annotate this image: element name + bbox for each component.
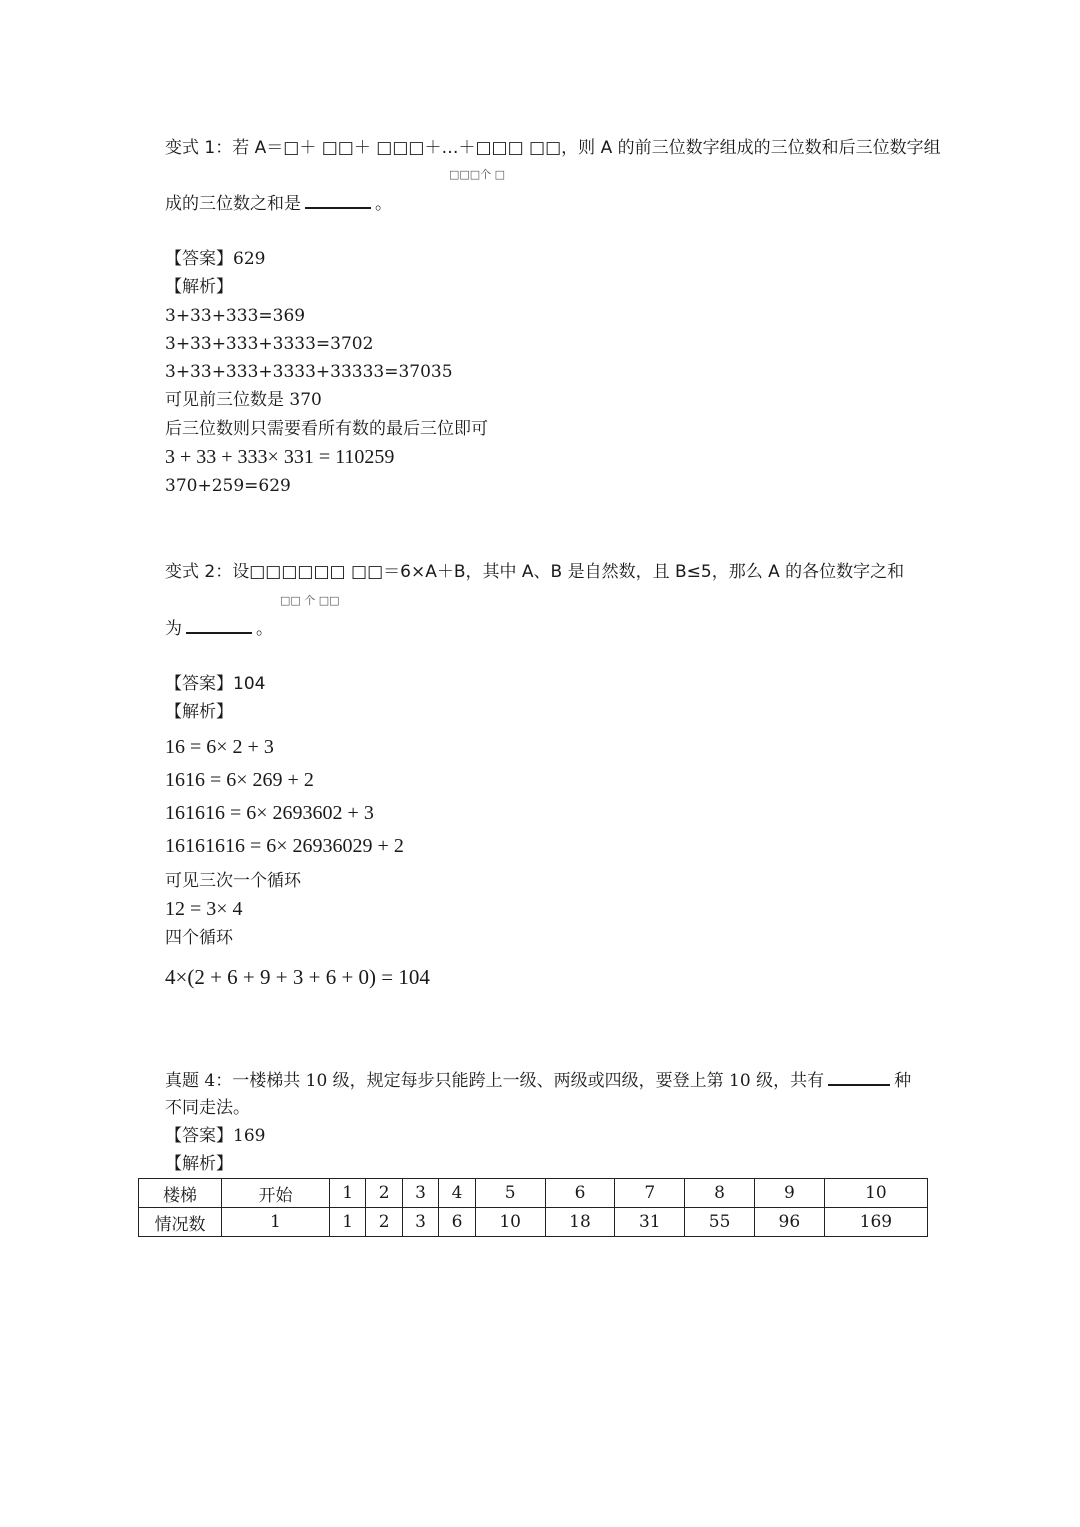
- variant2-formula: 16161616 = 6× 26936029 + 2: [165, 835, 404, 857]
- table-cell: 96: [754, 1208, 824, 1237]
- real4-question-line2: 不同走法。: [165, 1098, 250, 1118]
- table-cell: 9: [754, 1179, 824, 1208]
- answer-label: 【答案】: [165, 1126, 233, 1146]
- variant1-question-line2-text: 成的三位数之和是: [165, 194, 301, 214]
- variant1-step: 后三位数则只需要看所有数的最后三位即可: [165, 419, 488, 439]
- answer-label: 【答案】: [165, 674, 233, 694]
- variant2-formula: 161616 = 6× 2693602 + 3: [165, 802, 374, 824]
- variant2-question-line1: [165, 561, 904, 583]
- variant1-step: 可见前三位数是 370: [165, 390, 322, 410]
- answer-blank: [305, 191, 371, 209]
- variant1-question-line2: [165, 191, 392, 215]
- variant1-question-line1: [165, 137, 941, 159]
- answer-label: 【答案】: [165, 249, 233, 269]
- variant2-question-period: 。: [256, 619, 273, 639]
- table-cell: 2: [366, 1208, 402, 1237]
- table-cell: 4: [439, 1179, 475, 1208]
- table-cell: 1: [329, 1208, 365, 1237]
- answer-value: 169: [233, 1126, 266, 1146]
- answer-value: 629: [233, 249, 266, 269]
- table-cell: 1: [222, 1208, 330, 1237]
- table-cell: 169: [824, 1208, 927, 1237]
- real4-question-text: 真题 4：一楼梯共 10 级，规定每步只能跨上一级、两级或四级，要登上第 10 级，共有: [165, 1071, 825, 1091]
- real4-question-line1: [165, 1068, 911, 1092]
- variant1-question-period: 。: [375, 194, 392, 214]
- table-cell: 情况数: [139, 1208, 222, 1237]
- table-cell: 3: [402, 1179, 438, 1208]
- variant1-step: 3+33+333+3333=3702: [165, 334, 374, 354]
- variant2-answer: [165, 673, 265, 695]
- variant1-analysis-label: 【解析】: [165, 277, 233, 297]
- staircase-table: [138, 1178, 928, 1237]
- real4-question-suffix: 种: [894, 1071, 912, 1091]
- variant1-formula-garbled: □＋ □□＋ □□□＋…＋□□□ □□: [283, 138, 562, 158]
- table-cell: 8: [685, 1179, 755, 1208]
- variant1-step: 370+259=629: [165, 476, 291, 496]
- variant1-question-suffix: ，则 A 的前三位数字组成的三位数和后三位数字组: [561, 138, 941, 158]
- table-header-row: [139, 1179, 928, 1208]
- real4-analysis-label: 【解析】: [165, 1154, 233, 1174]
- variant1-formula: 3 + 33 + 333× 331 = 110259: [165, 446, 395, 468]
- variant1-step: 3+33+333+3333+33333=37035: [165, 362, 453, 382]
- answer-value: 104: [233, 674, 266, 694]
- staircase-table-body: [139, 1179, 928, 1237]
- variant2-formula-final: 4×(2 + 6 + 9 + 3 + 6 + 0) = 104: [165, 965, 430, 989]
- variant2-underbrace-note: □□ 个 □□: [280, 594, 340, 607]
- real4-answer: [165, 1125, 265, 1147]
- variant2-formula: 12 = 3× 4: [165, 898, 243, 920]
- table-cell: 10: [824, 1179, 927, 1208]
- variant2-step: 可见三次一个循环: [165, 871, 301, 891]
- table-cell: 7: [615, 1179, 685, 1208]
- variant1-underbrace-note: □□□个 □: [449, 168, 506, 181]
- answer-blank: [186, 616, 252, 634]
- variant2-step: 四个循环: [165, 928, 233, 948]
- table-cell: 开始: [222, 1179, 330, 1208]
- table-row: [139, 1208, 928, 1237]
- variant2-formula-garbled: □□□□□□ □□: [249, 562, 384, 582]
- table-cell: 3: [402, 1208, 438, 1237]
- variant2-question-line2-text: 为: [165, 619, 182, 639]
- variant2-question-suffix: ＝6×A＋B，其中 A、B 是自然数，且 B≤5，那么 A 的各位数字之和: [383, 562, 905, 582]
- answer-blank: [828, 1068, 890, 1086]
- variant1-answer: [165, 248, 265, 270]
- table-cell: 楼梯: [139, 1179, 222, 1208]
- variant2-formula: 16 = 6× 2 + 3: [165, 736, 274, 758]
- table-cell: 6: [545, 1179, 615, 1208]
- variant2-analysis-label: 【解析】: [165, 702, 233, 722]
- variant1-question-prefix: 变式 1：若 A＝: [165, 138, 284, 158]
- variant1-step: 3+33+333=369: [165, 306, 306, 326]
- table-cell: 6: [439, 1208, 475, 1237]
- variant2-question-line2: [165, 616, 273, 640]
- table-cell: 10: [475, 1208, 545, 1237]
- table-cell: 55: [685, 1208, 755, 1237]
- table-cell: 31: [615, 1208, 685, 1237]
- table-cell: 2: [366, 1179, 402, 1208]
- variant2-formula: 1616 = 6× 269 + 2: [165, 769, 314, 791]
- table-cell: 1: [329, 1179, 365, 1208]
- table-cell: 18: [545, 1208, 615, 1237]
- table-cell: 5: [475, 1179, 545, 1208]
- variant2-question-prefix: 变式 2：设: [165, 562, 250, 582]
